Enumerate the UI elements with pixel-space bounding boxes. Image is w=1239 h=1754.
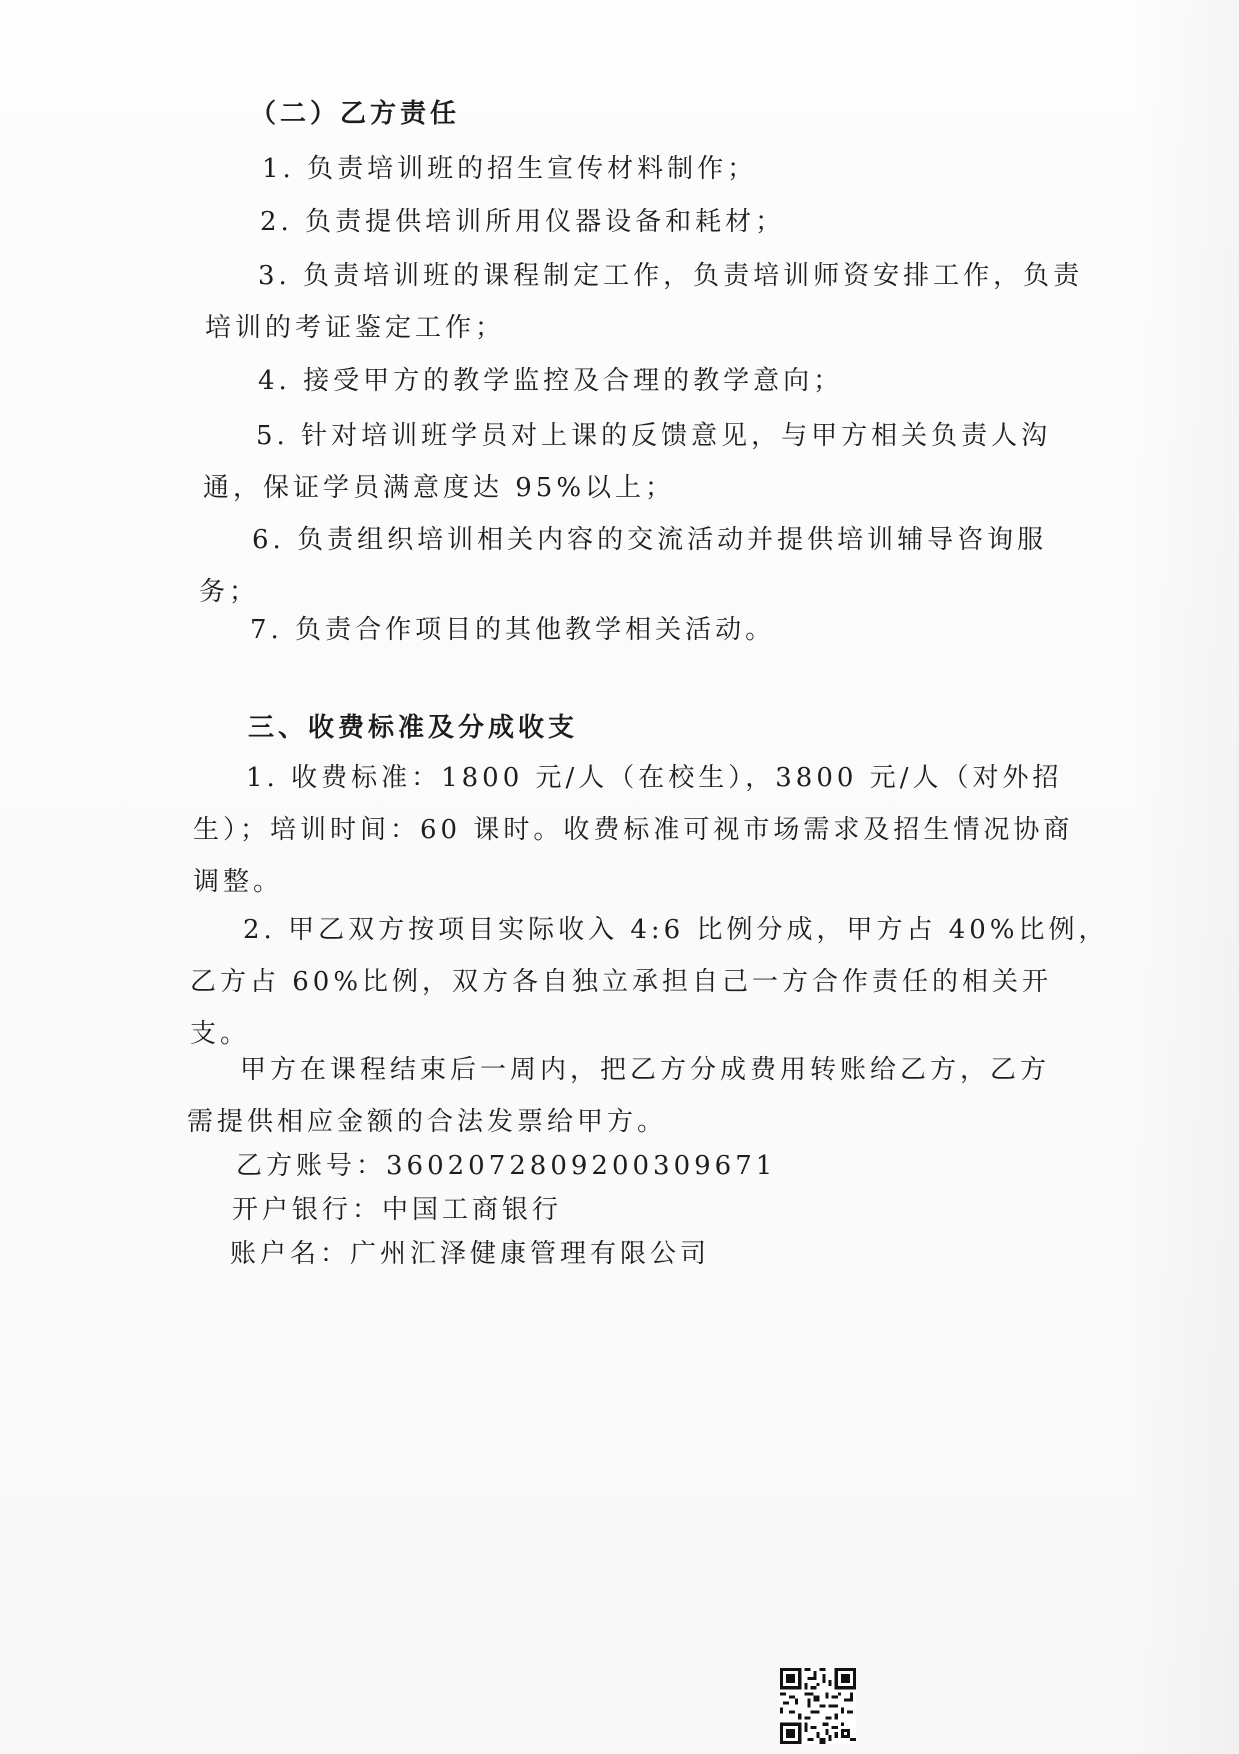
qr-code-icon <box>780 1668 856 1744</box>
section-2-item-5 <box>203 410 1051 514</box>
section-2-item-3 <box>205 250 1083 354</box>
bank-name: 开户银行：中国工商银行 <box>232 1195 563 1225</box>
item-line: 甲方在课程结束后一周内，把乙方分成费用转账给乙方，乙方 <box>240 1055 1051 1085</box>
item-line: 生）；培训时间：60 课时。收费标准可视市场需求及招生情况协商 <box>193 815 1074 845</box>
item-line: 2. 甲乙双方按项目实际收入 4:6 比例分成，甲方占 40%比例， <box>243 915 1109 945</box>
section-3-payment-note <box>187 1044 1050 1148</box>
section-3-item-1 <box>193 752 1073 908</box>
item-line: 2. 负责提供培训所用仪器设备和耗材； <box>260 207 786 237</box>
item-line: 3. 负责培训班的课程制定工作，负责培训师资安排工作，负责 <box>258 261 1084 291</box>
item-line: 支。 <box>190 1019 251 1049</box>
item-line: 需提供相应金额的合法发票给甲方。 <box>187 1107 668 1137</box>
item-line: 通，保证学员满意度达 95%以上； <box>203 473 676 503</box>
item-line: 7. 负责合作项目的其他教学相关活动。 <box>250 615 776 645</box>
section-2-title: （二）乙方责任 <box>250 99 461 129</box>
section-2-item-6 <box>199 514 1047 618</box>
page-shadow <box>1129 0 1239 1754</box>
item-line: 5. 针对培训班学员对上课的反馈意见，与甲方相关负责人沟 <box>256 421 1052 451</box>
item-line: 培训的考证鉴定工作； <box>205 313 506 343</box>
item-line: 1. 收费标准：1800 元/人（在校生），3800 元/人（对外招 <box>246 763 1063 793</box>
item-line: 调整。 <box>193 867 284 897</box>
section-2-item-1 <box>262 143 757 195</box>
item-line: 乙方占 60%比例，双方各自独立承担自己一方合作责任的相关开 <box>190 967 1053 997</box>
section-2-item-2 <box>260 196 785 248</box>
item-line: 6. 负责组织培训相关内容的交流活动并提供培训辅导咨询服 <box>252 525 1048 555</box>
account-number: 乙方账号：3602072809200309671 <box>236 1151 777 1181</box>
item-line: 1. 负责培训班的招生宣传材料制作； <box>262 154 758 184</box>
account-name: 账户名：广州汇泽健康管理有限公司 <box>230 1239 711 1269</box>
item-line: 4. 接受甲方的教学监控及合理的教学意向； <box>258 366 844 396</box>
section-3-title: 三、收费标准及分成收支 <box>248 713 579 743</box>
section-2-item-4 <box>258 355 843 407</box>
item-line: 务； <box>199 577 260 607</box>
section-2-item-7 <box>250 604 775 656</box>
section-3-item-2 <box>190 904 1109 1060</box>
